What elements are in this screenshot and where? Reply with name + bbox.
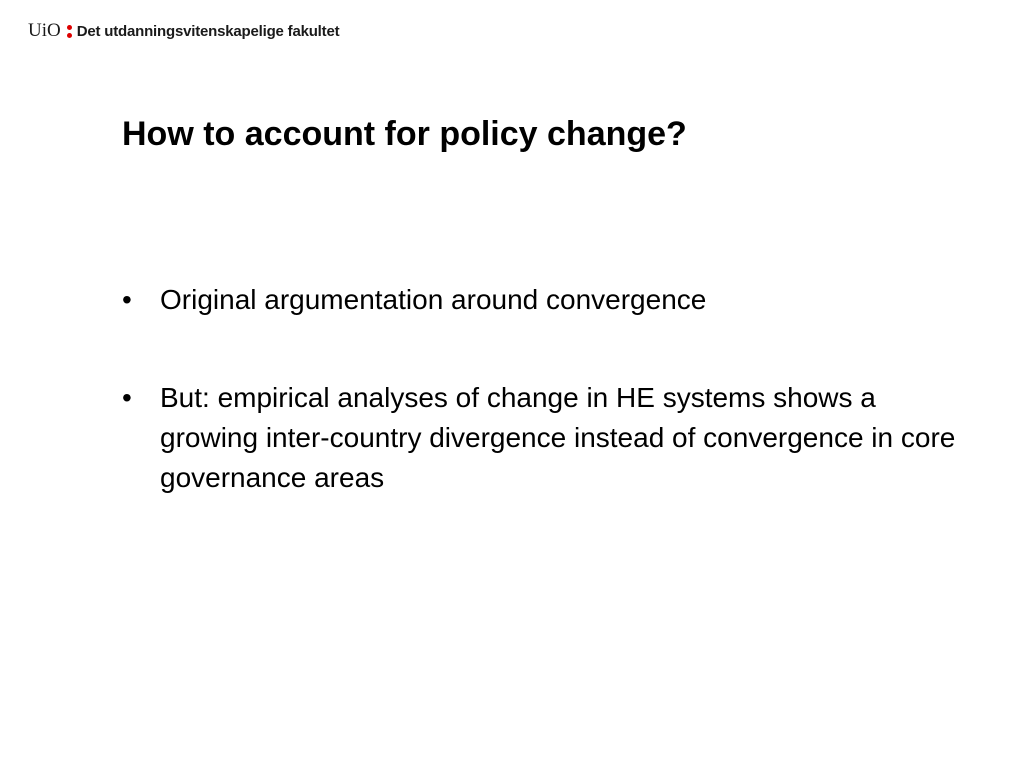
slide-title: How to account for policy change?	[122, 115, 687, 153]
faculty-name: Det utdanningsvitenskapelige fakultet	[76, 22, 340, 40]
header-logo-bar	[28, 18, 339, 44]
colon-dot-top	[67, 25, 72, 30]
bullet-item	[122, 378, 972, 498]
uio-logo-text: UiO	[28, 20, 61, 41]
bullet-text: But: empirical analyses of change in HE systems shows a growing inter-country divergence instead of convergence in core governance areas	[160, 382, 956, 493]
colon-dot-bottom	[67, 33, 72, 38]
bullet-text: Original argumentation around convergence	[160, 284, 707, 315]
bullet-point-icon: •	[122, 382, 132, 413]
bullet-list	[122, 280, 972, 498]
bullet-point-icon: •	[122, 284, 132, 315]
uio-colon-icon	[67, 22, 72, 40]
bullet-item	[122, 280, 972, 320]
